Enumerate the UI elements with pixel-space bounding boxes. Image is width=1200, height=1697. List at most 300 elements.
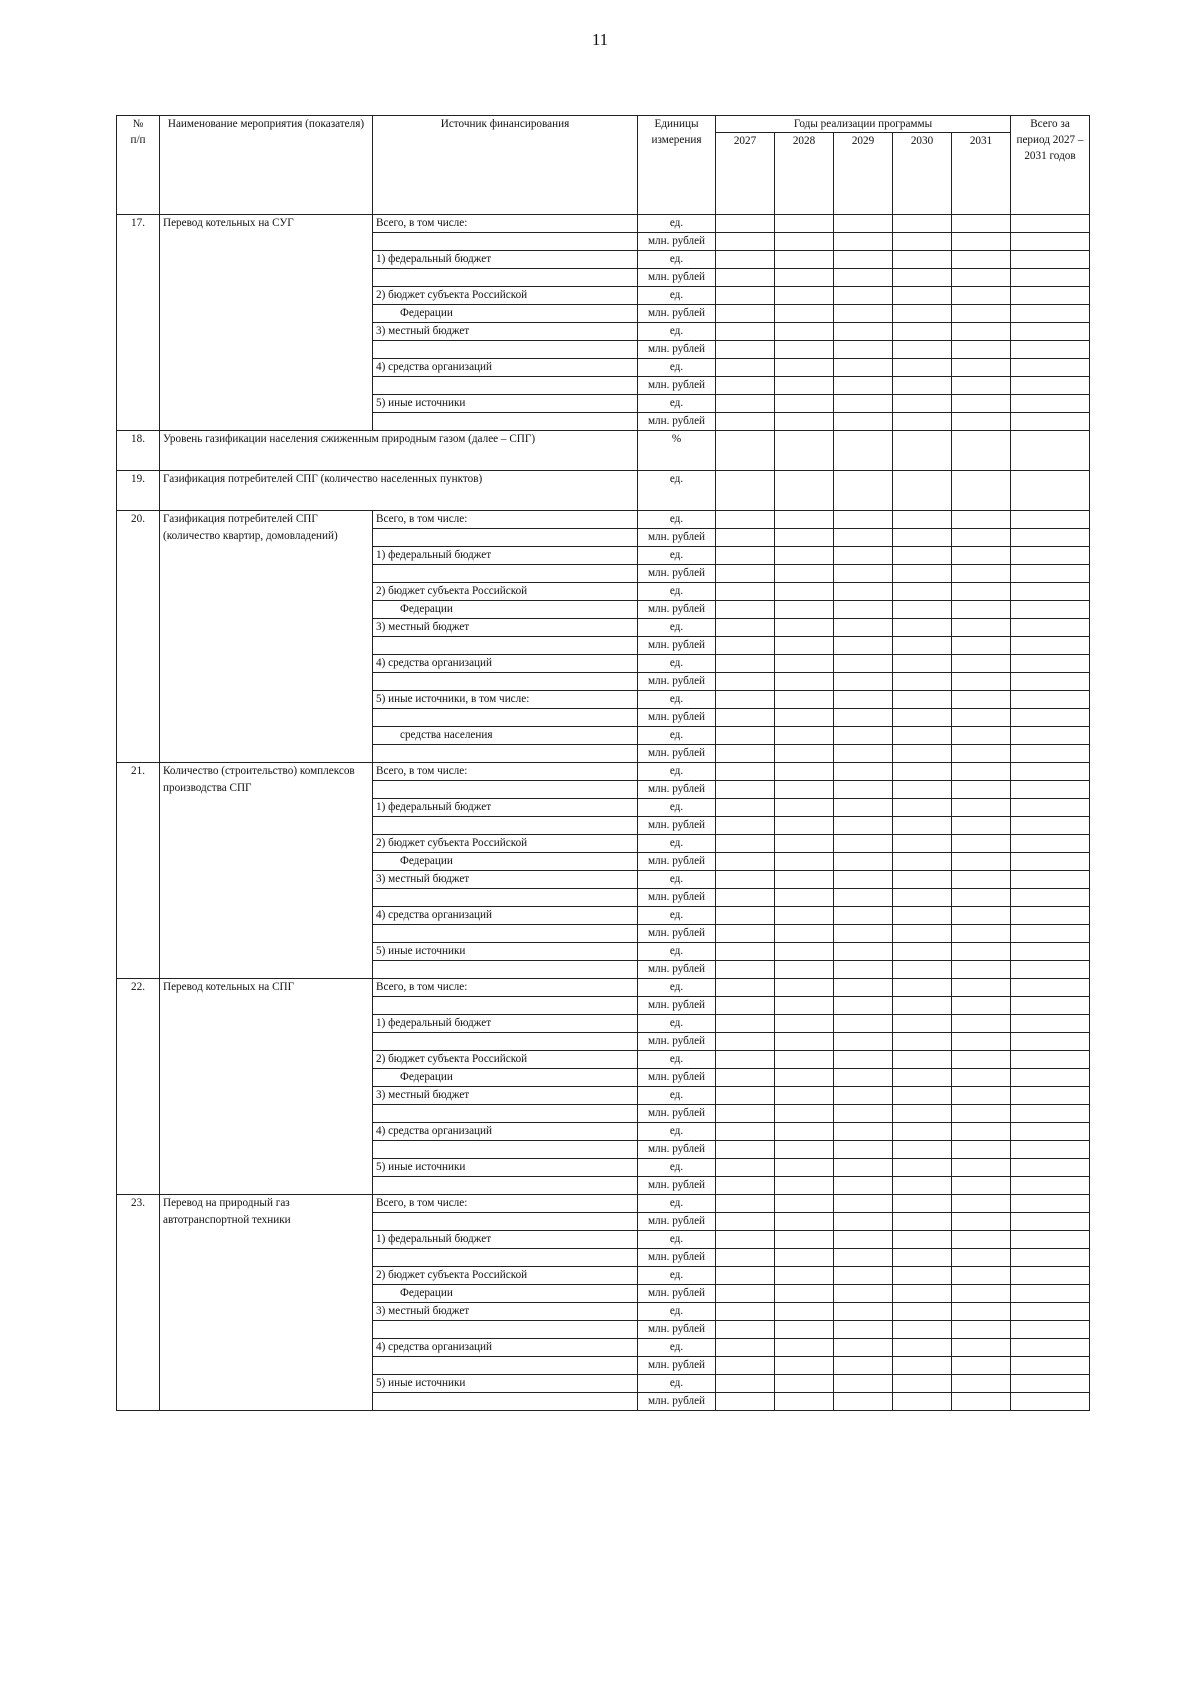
- unit-cell: млн. рублей: [638, 817, 716, 835]
- value-cell: [1011, 583, 1090, 601]
- funding-source: 4) средства организаций: [373, 655, 638, 673]
- funding-source: 5) иные источники: [373, 395, 638, 413]
- value-cell: [952, 817, 1011, 835]
- unit-cell: млн. рублей: [638, 709, 716, 727]
- value-cell: [1011, 305, 1090, 323]
- funding-source: Всего, в том числе:: [373, 511, 638, 529]
- value-cell: [893, 637, 952, 655]
- value-cell: [775, 745, 834, 763]
- funding-source: 4) средства организаций: [373, 1123, 638, 1141]
- table-body: [117, 215, 1090, 1411]
- unit-cell: млн. рублей: [638, 925, 716, 943]
- value-cell: [834, 269, 893, 287]
- value-cell: [716, 529, 775, 547]
- funding-source: 2) бюджет субъекта Российской: [373, 287, 638, 305]
- value-cell: [716, 1141, 775, 1159]
- value-cell: [952, 943, 1011, 961]
- value-cell: [893, 1321, 952, 1339]
- value-cell: [893, 943, 952, 961]
- value-cell: [893, 431, 952, 471]
- value-cell: [716, 1339, 775, 1357]
- item-name: Уровень газификации населения сжиженным природным газом (далее – СПГ): [160, 431, 638, 471]
- value-cell: [834, 1393, 893, 1411]
- value-cell: [834, 799, 893, 817]
- value-cell: [893, 1105, 952, 1123]
- funding-source: Федерации: [373, 1285, 638, 1303]
- value-cell: [952, 1285, 1011, 1303]
- funding-source: 4) средства организаций: [373, 359, 638, 377]
- value-cell: [716, 907, 775, 925]
- value-cell: [834, 341, 893, 359]
- value-cell: [952, 305, 1011, 323]
- value-cell: [834, 377, 893, 395]
- unit-cell: ед.: [638, 1087, 716, 1105]
- value-cell: [716, 377, 775, 395]
- value-cell: [952, 1051, 1011, 1069]
- value-cell: [775, 359, 834, 377]
- value-cell: [775, 377, 834, 395]
- value-cell: [1011, 565, 1090, 583]
- value-cell: [893, 1177, 952, 1195]
- unit-cell: ед.: [638, 727, 716, 745]
- unit-cell: ед.: [638, 547, 716, 565]
- value-cell: [893, 1267, 952, 1285]
- funding-source: [373, 269, 638, 287]
- value-cell: [1011, 997, 1090, 1015]
- value-cell: [952, 907, 1011, 925]
- value-cell: [893, 251, 952, 269]
- unit-cell: млн. рублей: [638, 781, 716, 799]
- unit-cell: млн. рублей: [638, 889, 716, 907]
- unit-cell: млн. рублей: [638, 1285, 716, 1303]
- funding-source: [373, 817, 638, 835]
- unit-cell: ед.: [638, 323, 716, 341]
- value-cell: [952, 1015, 1011, 1033]
- value-cell: [1011, 961, 1090, 979]
- value-cell: [834, 1159, 893, 1177]
- value-cell: [952, 871, 1011, 889]
- value-cell: [716, 251, 775, 269]
- value-cell: [893, 997, 952, 1015]
- value-cell: [952, 889, 1011, 907]
- value-cell: [1011, 1051, 1090, 1069]
- value-cell: [893, 1015, 952, 1033]
- funding-source: [373, 637, 638, 655]
- value-cell: [1011, 943, 1090, 961]
- value-cell: [716, 871, 775, 889]
- value-cell: [952, 673, 1011, 691]
- value-cell: [834, 215, 893, 233]
- value-cell: [775, 817, 834, 835]
- value-cell: [1011, 323, 1090, 341]
- value-cell: [1011, 1339, 1090, 1357]
- item-number: 23.: [117, 1195, 160, 1411]
- item-number: 22.: [117, 979, 160, 1195]
- unit-cell: млн. рублей: [638, 341, 716, 359]
- value-cell: [775, 413, 834, 431]
- value-cell: [775, 763, 834, 781]
- unit-cell: млн. рублей: [638, 1357, 716, 1375]
- value-cell: [716, 889, 775, 907]
- value-cell: [1011, 1231, 1090, 1249]
- value-cell: [893, 817, 952, 835]
- value-cell: [952, 637, 1011, 655]
- funding-source: Федерации: [373, 305, 638, 323]
- value-cell: [834, 1033, 893, 1051]
- value-cell: [1011, 691, 1090, 709]
- value-cell: [952, 1339, 1011, 1357]
- value-cell: [1011, 781, 1090, 799]
- value-cell: [1011, 907, 1090, 925]
- value-cell: [716, 323, 775, 341]
- value-cell: [952, 1177, 1011, 1195]
- funding-source: [373, 961, 638, 979]
- value-cell: [834, 961, 893, 979]
- value-cell: [952, 1321, 1011, 1339]
- value-cell: [775, 529, 834, 547]
- value-cell: [775, 1177, 834, 1195]
- value-cell: [893, 287, 952, 305]
- value-cell: [893, 471, 952, 511]
- value-cell: [1011, 709, 1090, 727]
- unit-cell: млн. рублей: [638, 529, 716, 547]
- funding-source: [373, 377, 638, 395]
- value-cell: [716, 1393, 775, 1411]
- value-cell: [1011, 471, 1090, 511]
- value-cell: [775, 1195, 834, 1213]
- funding-source: 3) местный бюджет: [373, 871, 638, 889]
- value-cell: [775, 943, 834, 961]
- value-cell: [952, 1105, 1011, 1123]
- value-cell: [893, 763, 952, 781]
- value-cell: [1011, 1087, 1090, 1105]
- funding-source: Всего, в том числе:: [373, 763, 638, 781]
- value-cell: [893, 601, 952, 619]
- unit-cell: ед.: [638, 1339, 716, 1357]
- value-cell: [952, 1033, 1011, 1051]
- value-cell: [716, 1231, 775, 1249]
- value-cell: [716, 817, 775, 835]
- unit-cell: ед.: [638, 691, 716, 709]
- value-cell: [716, 979, 775, 997]
- value-cell: [834, 907, 893, 925]
- value-cell: [893, 565, 952, 583]
- value-cell: [893, 547, 952, 565]
- value-cell: [893, 1087, 952, 1105]
- value-cell: [775, 1339, 834, 1357]
- value-cell: [834, 889, 893, 907]
- value-cell: [775, 471, 834, 511]
- value-cell: [952, 547, 1011, 565]
- funding-source: средства населения: [373, 727, 638, 745]
- unit-cell: млн. рублей: [638, 1069, 716, 1087]
- value-cell: [1011, 1033, 1090, 1051]
- value-cell: [834, 287, 893, 305]
- value-cell: [775, 1141, 834, 1159]
- value-cell: [775, 341, 834, 359]
- value-cell: [716, 1249, 775, 1267]
- value-cell: [834, 781, 893, 799]
- value-cell: [893, 233, 952, 251]
- value-cell: [716, 997, 775, 1015]
- value-cell: [834, 547, 893, 565]
- funding-source: 5) иные источники: [373, 1159, 638, 1177]
- unit-cell: млн. рублей: [638, 673, 716, 691]
- unit-cell: %: [638, 431, 716, 471]
- value-cell: [952, 529, 1011, 547]
- funding-source: 2) бюджет субъекта Российской: [373, 583, 638, 601]
- value-cell: [893, 853, 952, 871]
- value-cell: [716, 233, 775, 251]
- value-cell: [952, 853, 1011, 871]
- value-cell: [893, 1033, 952, 1051]
- value-cell: [893, 1393, 952, 1411]
- unit-cell: млн. рублей: [638, 269, 716, 287]
- value-cell: [893, 269, 952, 287]
- unit-cell: ед.: [638, 1303, 716, 1321]
- unit-cell: ед.: [638, 907, 716, 925]
- unit-cell: ед.: [638, 1231, 716, 1249]
- funding-source: 3) местный бюджет: [373, 1087, 638, 1105]
- value-cell: [1011, 1375, 1090, 1393]
- value-cell: [716, 763, 775, 781]
- item-name: Количество (строительство) комплексов производства СПГ: [160, 763, 373, 979]
- value-cell: [893, 377, 952, 395]
- value-cell: [893, 1231, 952, 1249]
- value-cell: [952, 1159, 1011, 1177]
- value-cell: [775, 997, 834, 1015]
- value-cell: [1011, 413, 1090, 431]
- funding-source: 1) федеральный бюджет: [373, 1231, 638, 1249]
- value-cell: [952, 251, 1011, 269]
- unit-cell: ед.: [638, 979, 716, 997]
- value-cell: [893, 341, 952, 359]
- value-cell: [834, 1231, 893, 1249]
- value-cell: [1011, 871, 1090, 889]
- value-cell: [893, 323, 952, 341]
- header-total: Всего за период 2027 – 2031 годов: [1011, 116, 1090, 215]
- value-cell: [716, 1177, 775, 1195]
- value-cell: [1011, 835, 1090, 853]
- value-cell: [893, 359, 952, 377]
- value-cell: [1011, 637, 1090, 655]
- value-cell: [716, 781, 775, 799]
- value-cell: [716, 269, 775, 287]
- value-cell: [716, 1159, 775, 1177]
- item-name: Перевод на природный газ автотранспортной техники: [160, 1195, 373, 1411]
- value-cell: [716, 359, 775, 377]
- value-cell: [834, 601, 893, 619]
- unit-cell: ед.: [638, 871, 716, 889]
- value-cell: [893, 511, 952, 529]
- value-cell: [952, 1375, 1011, 1393]
- funding-source: 4) средства организаций: [373, 1339, 638, 1357]
- funding-source: Всего, в том числе:: [373, 215, 638, 233]
- value-cell: [716, 511, 775, 529]
- funding-source: 3) местный бюджет: [373, 1303, 638, 1321]
- value-cell: [716, 413, 775, 431]
- unit-cell: млн. рублей: [638, 1213, 716, 1231]
- value-cell: [952, 1231, 1011, 1249]
- value-cell: [834, 1339, 893, 1357]
- unit-cell: млн. рублей: [638, 565, 716, 583]
- value-cell: [952, 565, 1011, 583]
- value-cell: [775, 799, 834, 817]
- value-cell: [1011, 1249, 1090, 1267]
- value-cell: [775, 395, 834, 413]
- funding-source: 1) федеральный бюджет: [373, 547, 638, 565]
- value-cell: [716, 655, 775, 673]
- value-cell: [1011, 1213, 1090, 1231]
- unit-cell: ед.: [638, 511, 716, 529]
- value-cell: [893, 1051, 952, 1069]
- item-name: Газификация потребителей СПГ (количество квартир, домовладений): [160, 511, 373, 763]
- value-cell: [893, 1339, 952, 1357]
- value-cell: [775, 853, 834, 871]
- unit-cell: млн. рублей: [638, 1033, 716, 1051]
- value-cell: [834, 943, 893, 961]
- value-cell: [775, 1285, 834, 1303]
- value-cell: [1011, 673, 1090, 691]
- value-cell: [716, 601, 775, 619]
- value-cell: [952, 979, 1011, 997]
- value-cell: [834, 529, 893, 547]
- funding-source: Федерации: [373, 1069, 638, 1087]
- unit-cell: ед.: [638, 215, 716, 233]
- value-cell: [716, 799, 775, 817]
- value-cell: [952, 727, 1011, 745]
- value-cell: [775, 1231, 834, 1249]
- value-cell: [834, 431, 893, 471]
- funding-source: [373, 925, 638, 943]
- value-cell: [775, 1267, 834, 1285]
- value-cell: [1011, 1357, 1090, 1375]
- unit-cell: ед.: [638, 1123, 716, 1141]
- value-cell: [1011, 251, 1090, 269]
- value-cell: [716, 961, 775, 979]
- value-cell: [834, 727, 893, 745]
- value-cell: [893, 979, 952, 997]
- value-cell: [893, 583, 952, 601]
- funding-source: [373, 413, 638, 431]
- value-cell: [775, 871, 834, 889]
- value-cell: [893, 745, 952, 763]
- unit-cell: млн. рублей: [638, 1249, 716, 1267]
- value-cell: [893, 709, 952, 727]
- value-cell: [775, 691, 834, 709]
- value-cell: [1011, 979, 1090, 997]
- value-cell: [1011, 215, 1090, 233]
- value-cell: [1011, 341, 1090, 359]
- value-cell: [1011, 547, 1090, 565]
- value-cell: [775, 889, 834, 907]
- value-cell: [952, 1123, 1011, 1141]
- value-cell: [952, 341, 1011, 359]
- value-cell: [893, 395, 952, 413]
- header-year: 2030: [893, 133, 952, 215]
- value-cell: [1011, 431, 1090, 471]
- funding-source: 4) средства организаций: [373, 907, 638, 925]
- funding-source: 2) бюджет субъекта Российской: [373, 835, 638, 853]
- unit-cell: ед.: [638, 799, 716, 817]
- value-cell: [952, 709, 1011, 727]
- unit-cell: ед.: [638, 359, 716, 377]
- value-cell: [775, 1321, 834, 1339]
- value-cell: [834, 1285, 893, 1303]
- table-row: [117, 763, 1090, 781]
- value-cell: [775, 1123, 834, 1141]
- table-header: [117, 116, 1090, 215]
- funding-source: [373, 1033, 638, 1051]
- item-name: Перевод котельных на СУГ: [160, 215, 373, 431]
- value-cell: [1011, 269, 1090, 287]
- funding-source: 1) федеральный бюджет: [373, 799, 638, 817]
- value-cell: [952, 215, 1011, 233]
- value-cell: [834, 817, 893, 835]
- value-cell: [1011, 1303, 1090, 1321]
- value-cell: [1011, 233, 1090, 251]
- program-table: [116, 115, 1090, 1411]
- value-cell: [952, 655, 1011, 673]
- value-cell: [716, 1069, 775, 1087]
- unit-cell: млн. рублей: [638, 1393, 716, 1411]
- value-cell: [1011, 727, 1090, 745]
- value-cell: [952, 925, 1011, 943]
- unit-cell: млн. рублей: [638, 1321, 716, 1339]
- value-cell: [952, 1213, 1011, 1231]
- value-cell: [1011, 601, 1090, 619]
- unit-cell: млн. рублей: [638, 601, 716, 619]
- value-cell: [716, 471, 775, 511]
- value-cell: [716, 1285, 775, 1303]
- value-cell: [1011, 1195, 1090, 1213]
- value-cell: [1011, 925, 1090, 943]
- value-cell: [775, 547, 834, 565]
- value-cell: [834, 673, 893, 691]
- funding-source: 1) федеральный бюджет: [373, 1015, 638, 1033]
- value-cell: [834, 763, 893, 781]
- value-cell: [893, 871, 952, 889]
- unit-cell: ед.: [638, 763, 716, 781]
- value-cell: [952, 377, 1011, 395]
- value-cell: [952, 359, 1011, 377]
- table-row: [117, 471, 1090, 511]
- value-cell: [952, 323, 1011, 341]
- value-cell: [775, 215, 834, 233]
- value-cell: [1011, 1393, 1090, 1411]
- value-cell: [775, 1087, 834, 1105]
- value-cell: [893, 1249, 952, 1267]
- value-cell: [716, 709, 775, 727]
- value-cell: [834, 1087, 893, 1105]
- unit-cell: млн. рублей: [638, 233, 716, 251]
- value-cell: [952, 511, 1011, 529]
- value-cell: [775, 1375, 834, 1393]
- unit-cell: млн. рублей: [638, 853, 716, 871]
- value-cell: [834, 835, 893, 853]
- funding-source: [373, 341, 638, 359]
- value-cell: [775, 1357, 834, 1375]
- value-cell: [952, 1087, 1011, 1105]
- value-cell: [775, 619, 834, 637]
- value-cell: [716, 431, 775, 471]
- value-cell: [893, 781, 952, 799]
- unit-cell: млн. рублей: [638, 377, 716, 395]
- value-cell: [1011, 1321, 1090, 1339]
- funding-source: [373, 529, 638, 547]
- value-cell: [775, 1033, 834, 1051]
- value-cell: [716, 943, 775, 961]
